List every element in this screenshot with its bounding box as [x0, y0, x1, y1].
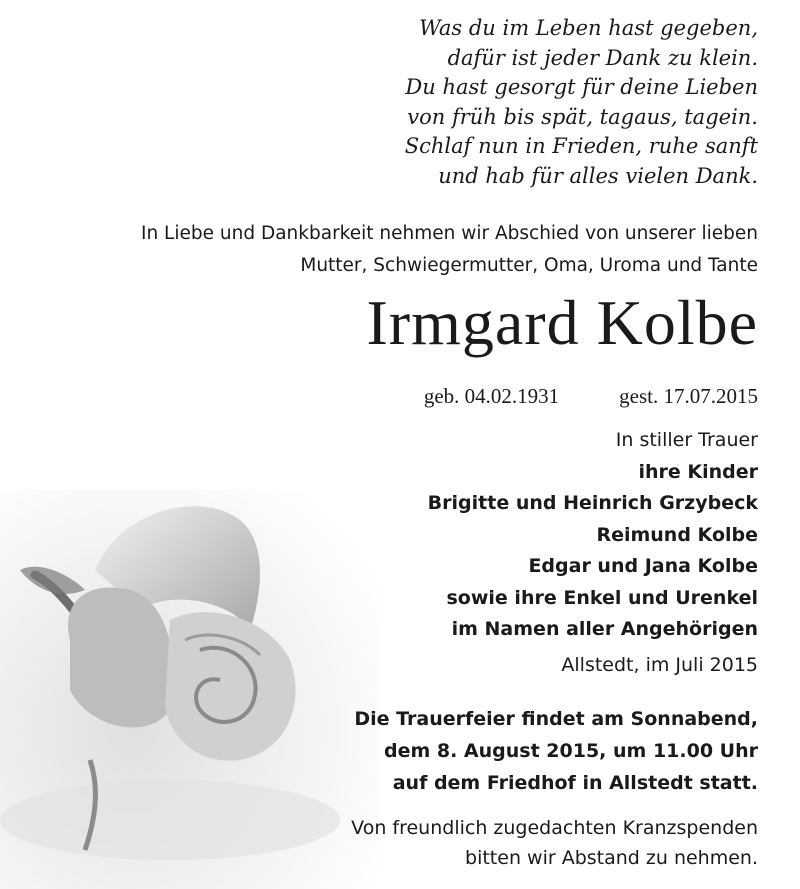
poem-line: von früh bis spät, tagaus, tagein.: [407, 104, 758, 129]
place-date: Allstedt, im Juli 2015: [561, 654, 758, 676]
life-dates: [424, 380, 758, 412]
poem-line: und hab für alles vielen Dank.: [438, 163, 758, 188]
death-date: gest. 17.07.2015: [619, 384, 758, 408]
funeral-info: [354, 703, 758, 799]
poem-line: Du hast gesorgt für deine Lieben: [405, 75, 758, 99]
funeral-line: Die Trauerfeier findet am Sonnabend,: [354, 708, 758, 730]
intro-line: Mutter, Schwiegermutter, Oma, Uroma und Tante: [300, 255, 758, 276]
birth-date: geb. 04.02.1931: [423, 384, 560, 408]
poem: [238, 14, 758, 191]
poem-line: dafür ist jeder Dank zu klein.: [447, 45, 758, 70]
intro-line: In Liebe und Dankbarkeit nehmen wir Abschied von unserer lieben: [141, 223, 758, 244]
mourner-line: Edgar und Jana Kolbe: [528, 555, 758, 577]
mourner-line: im Namen aller Angehörigen: [451, 618, 758, 640]
donation-line: Von freundlich zugedachten Kranzspenden: [351, 817, 758, 839]
mourners: [428, 425, 758, 646]
donation-line: bitten wir Abstand zu nehmen.: [465, 847, 758, 869]
mourner-line: ihre Kinder: [638, 460, 758, 483]
poem-line: Schlaf nun in Frieden, ruhe sanft: [404, 134, 758, 158]
funeral-line: dem 8. August 2015, um 11.00 Uhr: [383, 740, 758, 762]
funeral-line: auf dem Friedhof in Allstedt statt.: [392, 772, 758, 794]
poem-line: Was du im Leben hast gegeben,: [419, 16, 758, 40]
intro-text: [20, 218, 758, 282]
mourners-heading: In stiller Trauer: [615, 429, 758, 451]
mourner-line: sowie ihre Enkel und Urenkel: [446, 586, 758, 609]
mourner-line: Reimund Kolbe: [596, 523, 758, 546]
deceased-name: Irmgard Kolbe: [366, 287, 758, 358]
donation-note: [351, 813, 758, 873]
rose-image: [0, 490, 380, 889]
mourner-line: Brigitte und Heinrich Grzybeck: [427, 492, 758, 514]
